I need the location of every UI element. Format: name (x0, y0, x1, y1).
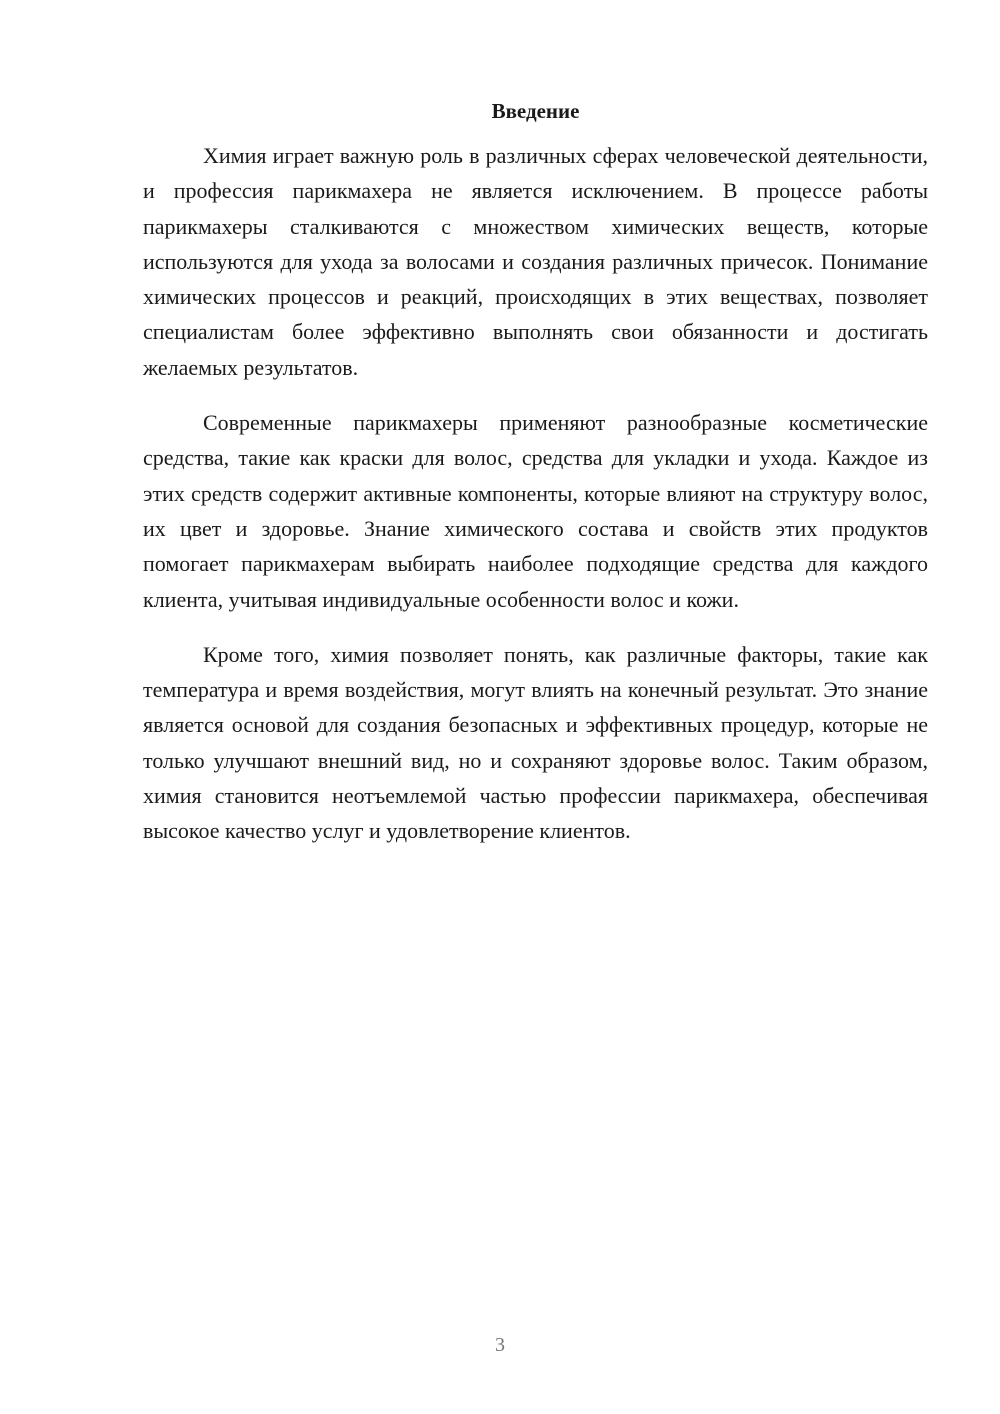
page-number: 3 (495, 1334, 505, 1356)
page-content (143, 96, 928, 869)
paragraph-1: Химия играет важную роль в различных сферах человеческой деятельности, и профессия парикмахера не является исключением. В процессе работы парикмахеры сталкиваются с множеством химических веществ, которые используются для ухода за волосами и создания различных причесок. Понимание химических процессов и реакций, происходящих в этих веществах, позволяет специалистам более эффективно выполнять свои обязанности и достигать желаемых результатов. (143, 143, 928, 380)
section-title: Введение (491, 99, 580, 123)
paragraph-3: Кроме того, химия позволяет понять, как различные факторы, такие как температура и время воздействия, могут влиять на конечный результат. Это знание является основой для создания безопасных и эффективных процедур, которые не только улучшают внешний вид, но и сохраняют здоровье волос. Таким образом, химия становится неотъемлемой частью профессии парикмахера, обеспечивая высокое качество услуг и удовлетворение клиентов. (143, 641, 928, 844)
paragraph-2: Современные парикмахеры применяют разнообразные косметические средства, такие как краски для волос, средства для укладки и ухода. Каждое из этих средств содержит активные компоненты, которые влияют на структуру волос, их цвет и здоровье. Знание химического состава и свойств этих продуктов помогает парикмахерам выбирать наиболее подходящие средства для каждого клиента, учитывая индивидуальные особенности волос и кожи. (143, 410, 928, 612)
